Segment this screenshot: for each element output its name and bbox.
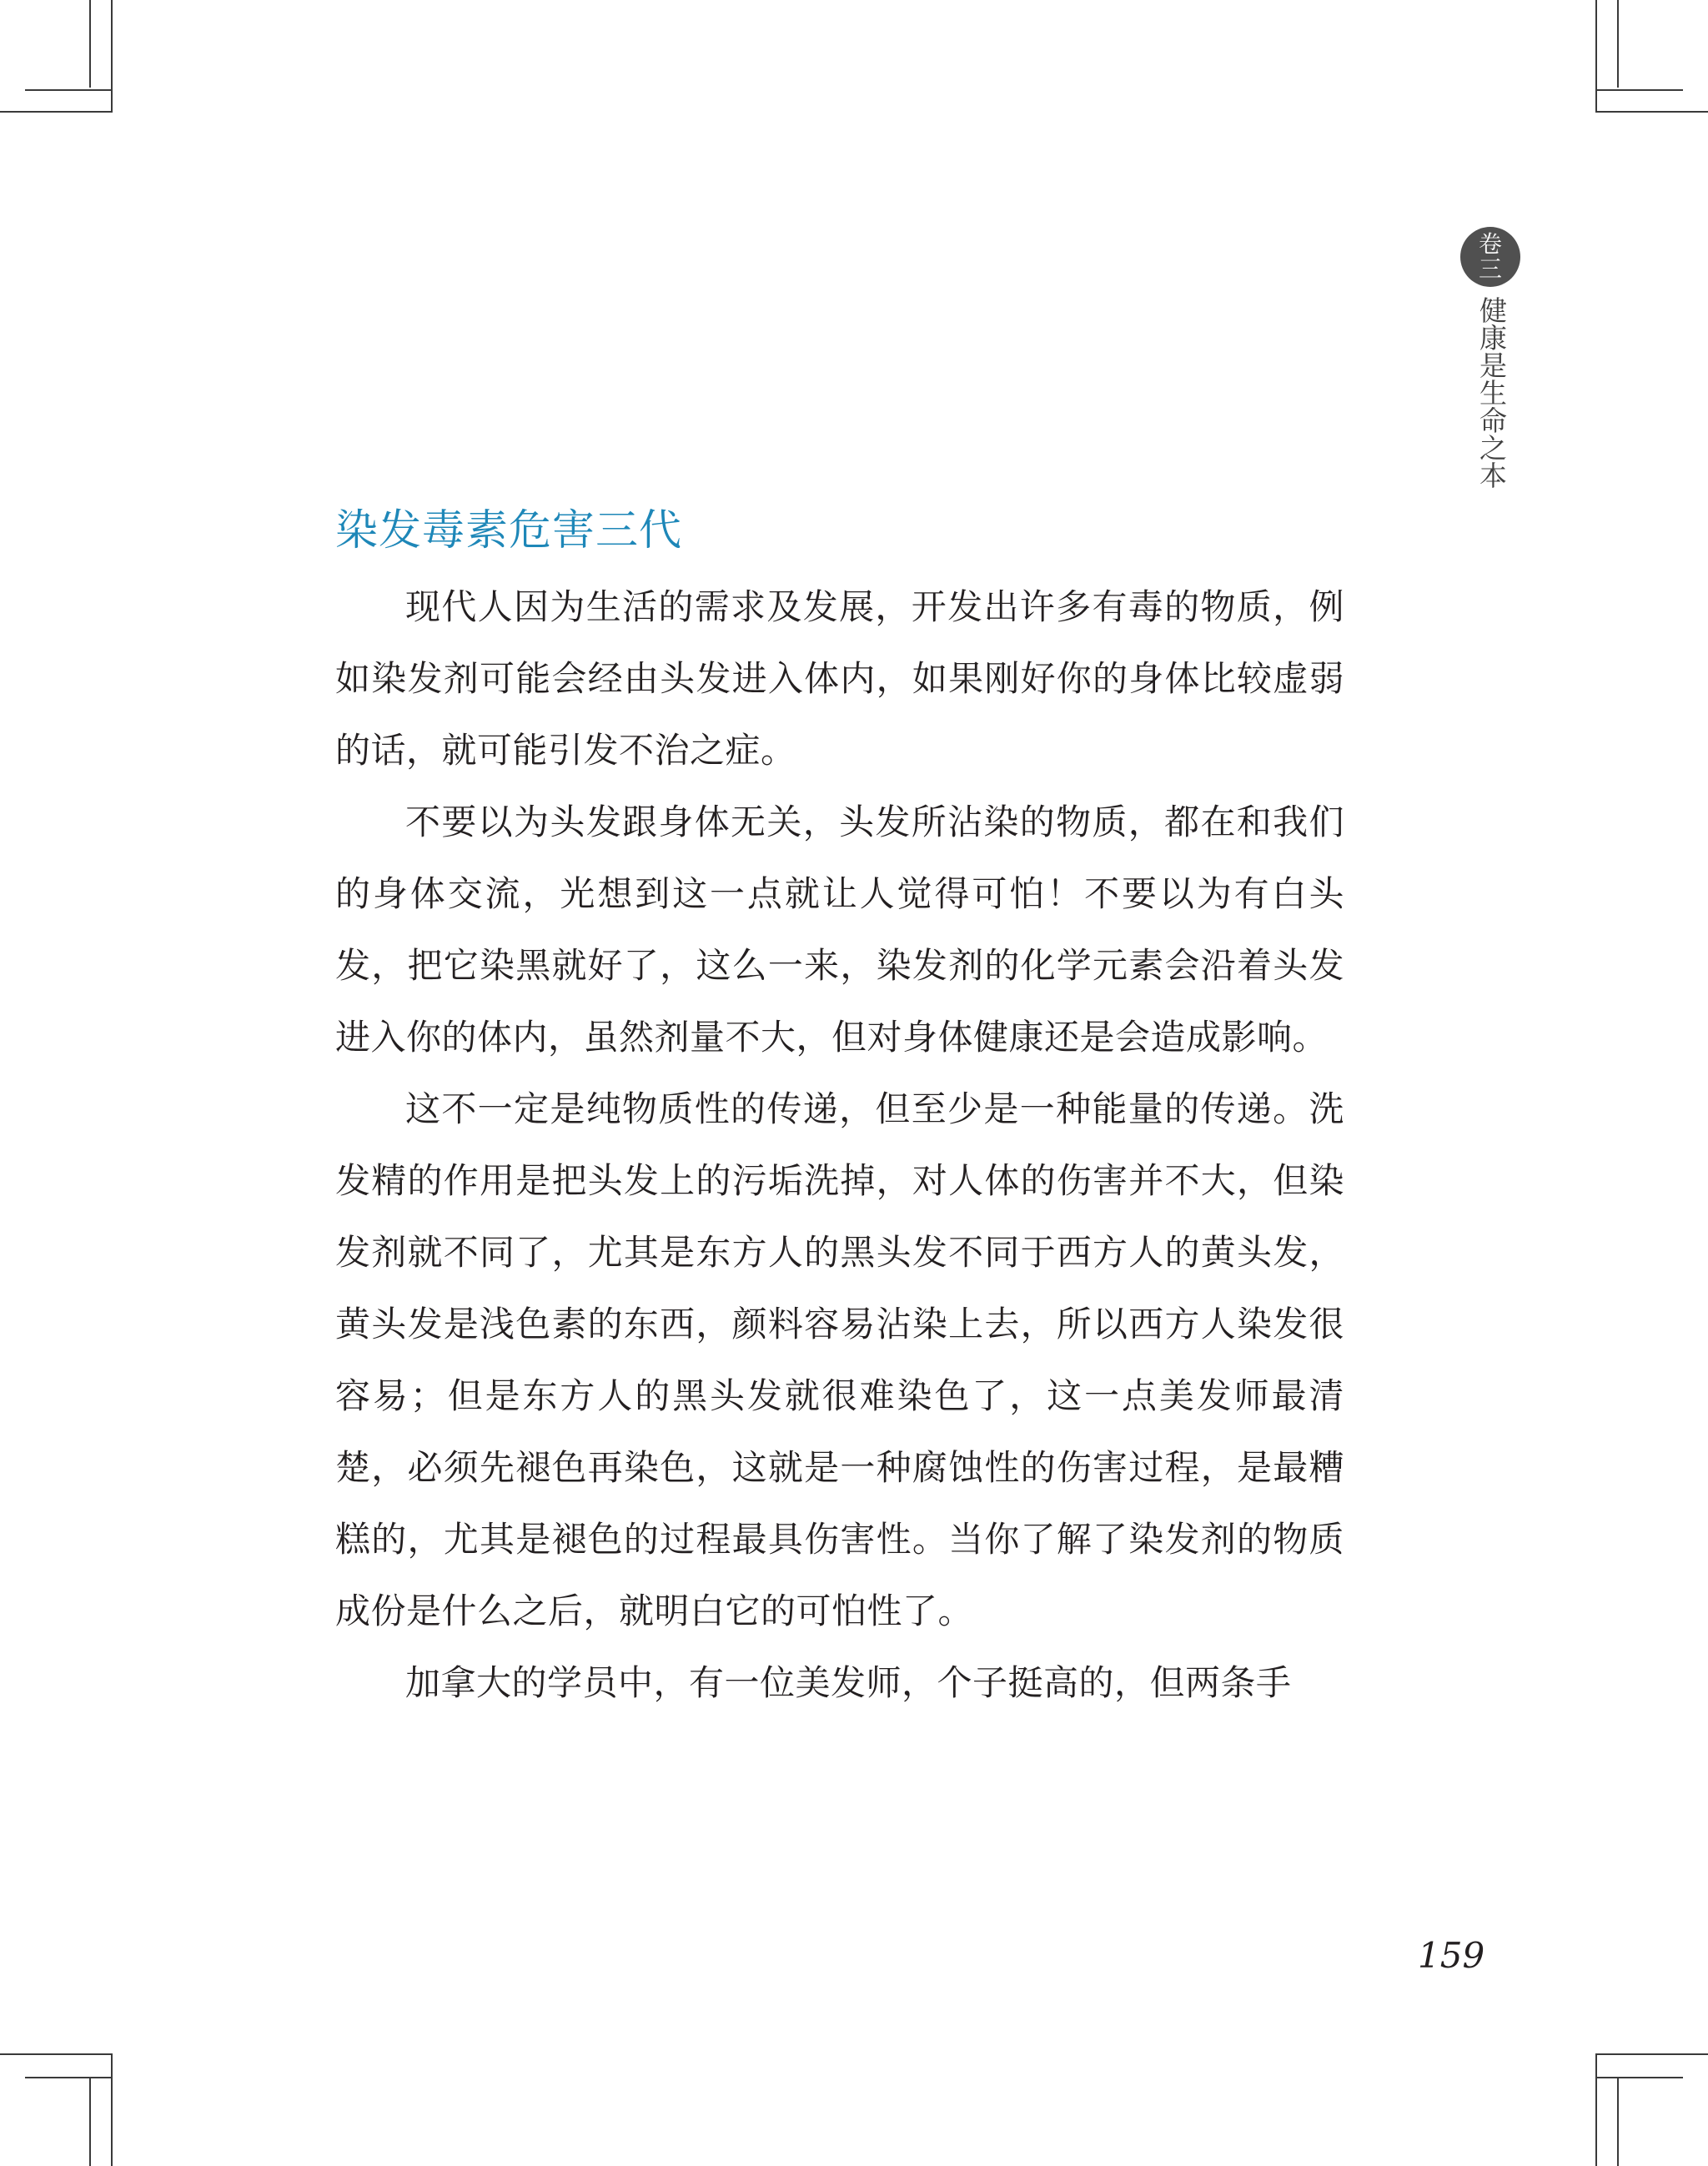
paragraph-4: 加拿大的学员中，有一位美发师，个子挺高的，但两条手 [405,1662,1292,1703]
volume-badge-line2: 三 [1478,255,1502,283]
chapter-title-vertical: 健康是生命之本 [1475,296,1508,489]
crop-mark-top-right-horizontal [1595,111,1708,113]
crop-mark-top-right-vertical-outer [1617,0,1619,88]
section-heading: 染发毒素危害三代 [335,506,683,555]
crop-mark-bottom-left-horizontal [0,2053,113,2055]
crop-mark-top-left-horizontal-outer [25,89,113,91]
crop-mark-bottom-right-horizontal [1595,2053,1708,2055]
crop-mark-top-right-horizontal-outer [1595,89,1683,91]
body-text [335,571,1344,1719]
crop-mark-bottom-left-vertical [111,2053,113,2166]
paragraph-2: 不要以为头发跟身体无关，头发所沾染的物质，都在和我们的身体交流，光想到这一点就让人觉得可怕！不要以为有白头发，把它染黑就好了，这么一来，染发剂的化学元素会沿着头发进入你的体内，虽然剂量不大，但对身体健康还是会造成影响。 [335,802,1344,1058]
volume-badge-line1: 卷 [1478,230,1502,258]
crop-mark-top-right-vertical [1595,0,1597,113]
page-number: 159 [1418,1935,1485,1976]
crop-mark-bottom-right-vertical-outer [1617,2077,1619,2166]
crop-mark-bottom-right-horizontal-outer [1595,2077,1683,2078]
volume-badge [1460,227,1520,287]
crop-mark-bottom-right-vertical [1595,2053,1597,2166]
crop-mark-top-left-horizontal [0,111,113,113]
paragraph-3: 这不一定是纯物质性的传递，但至少是一种能量的传递。洗发精的作用是把头发上的污垢洗掉，对人体的伤害并不大，但染发剂就不同了，尤其是东方人的黑头发不同于西方人的黄头发，黄头发是浅色素的东西，颜料容易沾染上去，所以西方人染发很容易；但是东方人的黑头发就很难染色了，这一点美发师最清楚，必须先褪色再染色，这就是一种腐蚀性的伤害过程，是最糟糕的，尤其是褪色的过程最具伤害性。当你了解了染发剂的物质成份是什么之后，就明白它的可怕性了。 [335,1088,1344,1631]
crop-mark-bottom-left-horizontal-outer [25,2077,113,2078]
crop-mark-top-left-vertical-outer [89,0,91,88]
crop-mark-bottom-left-vertical-outer [89,2077,91,2166]
paragraph-1: 现代人因为生活的需求及发展，开发出许多有毒的物质，例如染发剂可能会经由头发进入体内，如果刚好你的身体比较虚弱的话，就可能引发不治之症。 [335,586,1344,771]
crop-mark-top-left-vertical [111,0,113,113]
